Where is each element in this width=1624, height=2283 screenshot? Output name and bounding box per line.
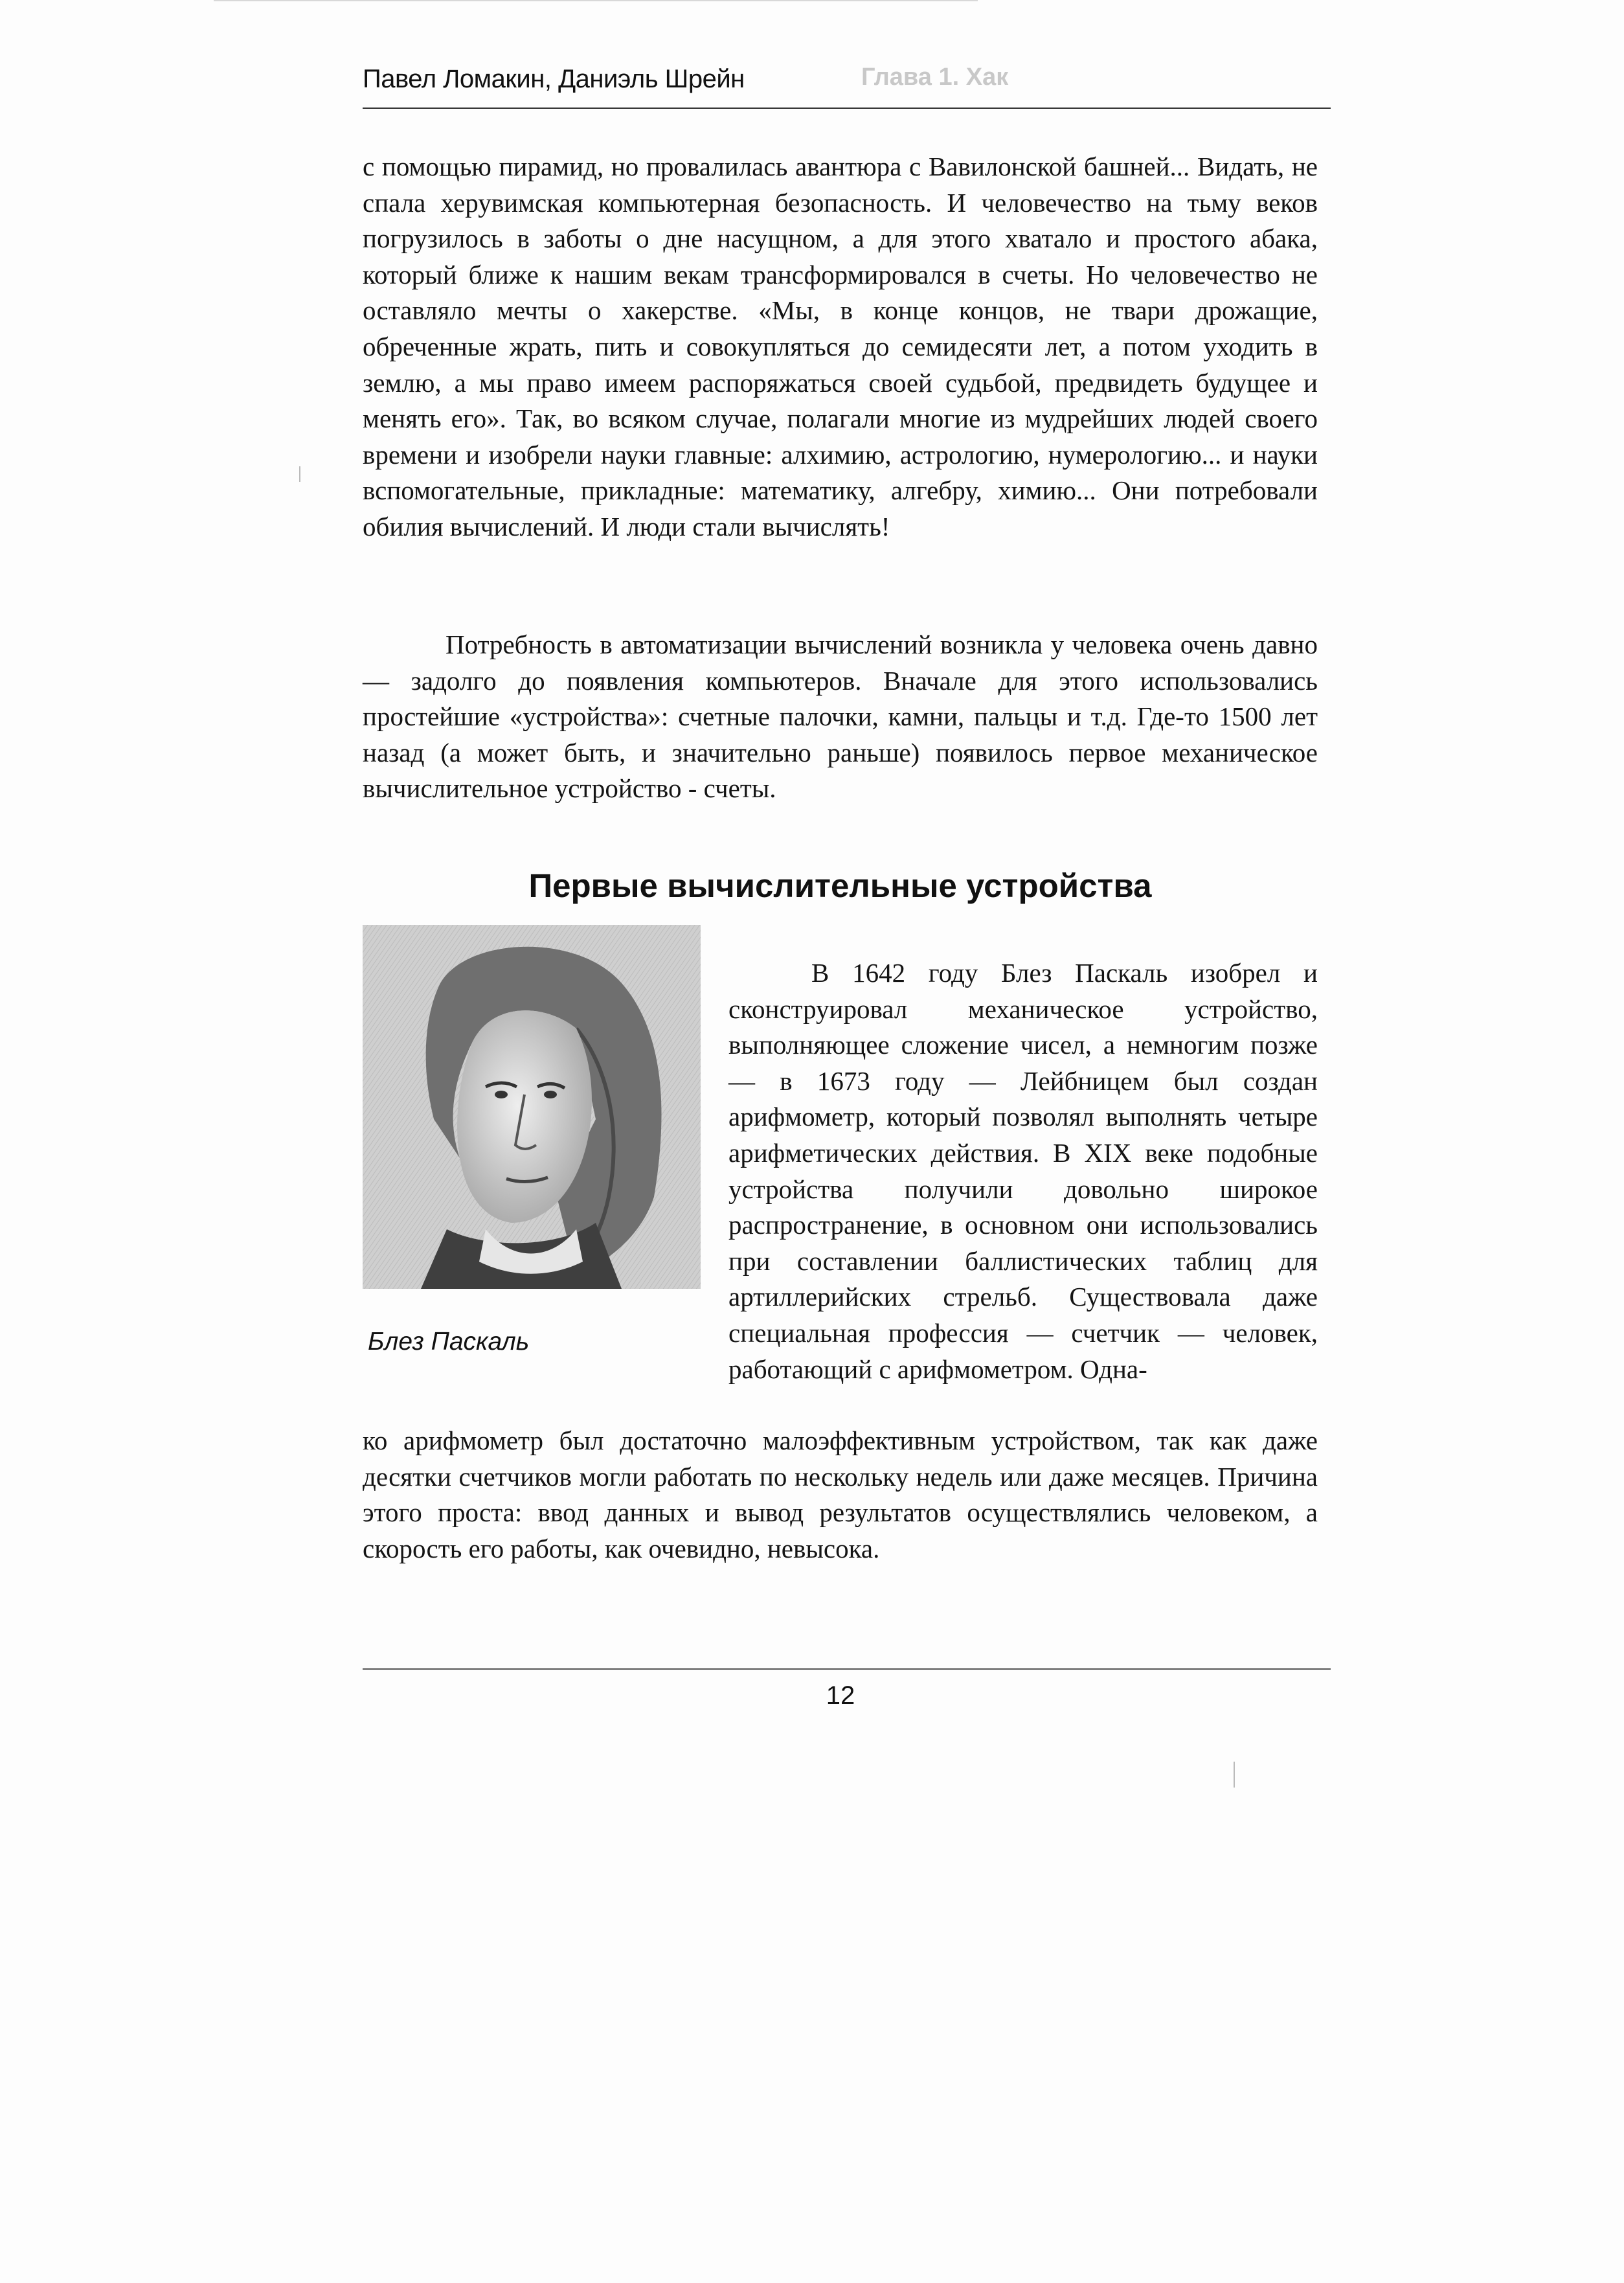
scan-edge-line: [214, 0, 978, 1]
portrait-engraving: [363, 925, 701, 1289]
page-number: 12: [826, 1681, 855, 1710]
body-paragraph-1: с помощью пирамид, но провалилась авантюра с Вавилонской башней... Видать, не спала херувимская компьютерная безопасность. И человечество на тьму веков погрузилось в заботы о дне насущном, а для этого хватало и простого абака, который ближе к нашим векам трансформировался в счеты. Но человечество не оставляло мечты о хакерстве. «Мы, в конце концов, не твари дрожащие, обреченные жрать, пить и совокупляться до семидесяти лет, а потом уходить в землю, а мы право имеем распоряжаться своей судьбой, предвидеть будущее и менять его». Так, во всяком случае, полагали многие из мудрейших людей своего времени и изобрели науки главные: алхимию, астрологию, нумерологию... и науки вспомогательные, прикладные: математику, алгебру, химию... Они потребовали обилия вычислений. И люди стали вычислять!: [363, 152, 1318, 541]
bleed-through-text: Глава 1. Хак: [861, 63, 1009, 91]
pascal-portrait-image: [363, 925, 701, 1289]
section-heading: Первые вычислительные устройства: [528, 867, 1152, 904]
body-paragraph-2: Потребность в автоматизации вычислений возникла у человека очень давно — задолго до появления компьютеров. Вначале для этого использовались простейшие «устройства»: счетные палочки, камни, пальцы и т.д. Где-то 1500 лет назад (а может быть, и значительно раньше) появилось первое механическое вычислительное устройство - счеты.: [363, 630, 1318, 804]
running-head-authors: Павел Ломакин, Даниэль Шрейн: [363, 65, 745, 93]
figure-caption: Блез Паскаль: [368, 1328, 530, 1356]
body-paragraph-4: ко арифмометр был достаточно малоэффективным устройством, так как даже десятки счетчиков могли работать по нескольку недель или даже месяцев. Причина этого проста: ввод данных и вывод результатов осуществлялись человеком, а скорость его работы, как очевидно, невысока.: [363, 1425, 1318, 1563]
scan-speck: [299, 466, 300, 482]
scan-speck: [1234, 1762, 1235, 1788]
header-rule: [363, 108, 1331, 109]
footer-rule: [363, 1668, 1331, 1670]
body-paragraph-3: В 1642 году Блез Паскаль изобрел и сконструировал механическое устройство, выполняющее сложение чисел, а немногим позже — в 1673 году — Лейбницем был создан арифмометр, который позволял выполнять четыре арифметических действия. В XIX веке подобные устройства получили довольно широкое распространение, в основном они использовались при составлении баллистических таблиц для артиллерийских стрельб. Существовала даже специальная профессия — счетчик — человек, работающий с арифмометром. Одна-: [728, 958, 1318, 1384]
